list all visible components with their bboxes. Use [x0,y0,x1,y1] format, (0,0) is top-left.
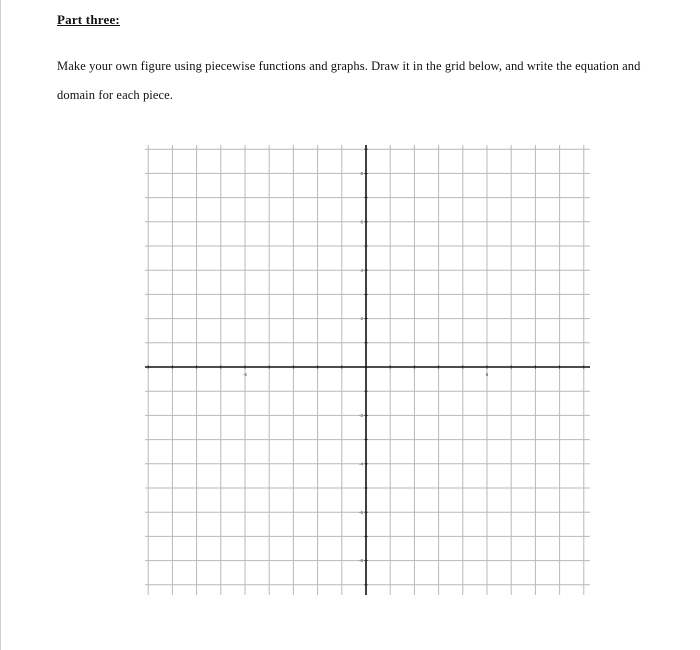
y-tick-label: -4 [358,461,363,467]
x-tick-label: 5 [485,372,489,377]
y-tick-label: -2 [358,413,363,418]
y-tick-label: 4 [360,267,363,273]
section-heading: Part three: [57,12,120,27]
page-edge [0,0,1,650]
x-tick-label: -5 [242,372,248,377]
coordinate-grid-svg [140,140,595,600]
instructions-text: Make your own figure using piecewise functions and graphs. Draw it in the grid below, and write the equation and domain for each piece. [57,59,641,102]
y-tick-label: -8 [358,558,363,564]
coordinate-grid [140,140,595,600]
y-tick-label: -6 [358,509,363,515]
y-tick-label: 8 [360,171,363,176]
y-tick-label: 6 [360,219,363,225]
y-tick-label: 2 [360,316,363,322]
